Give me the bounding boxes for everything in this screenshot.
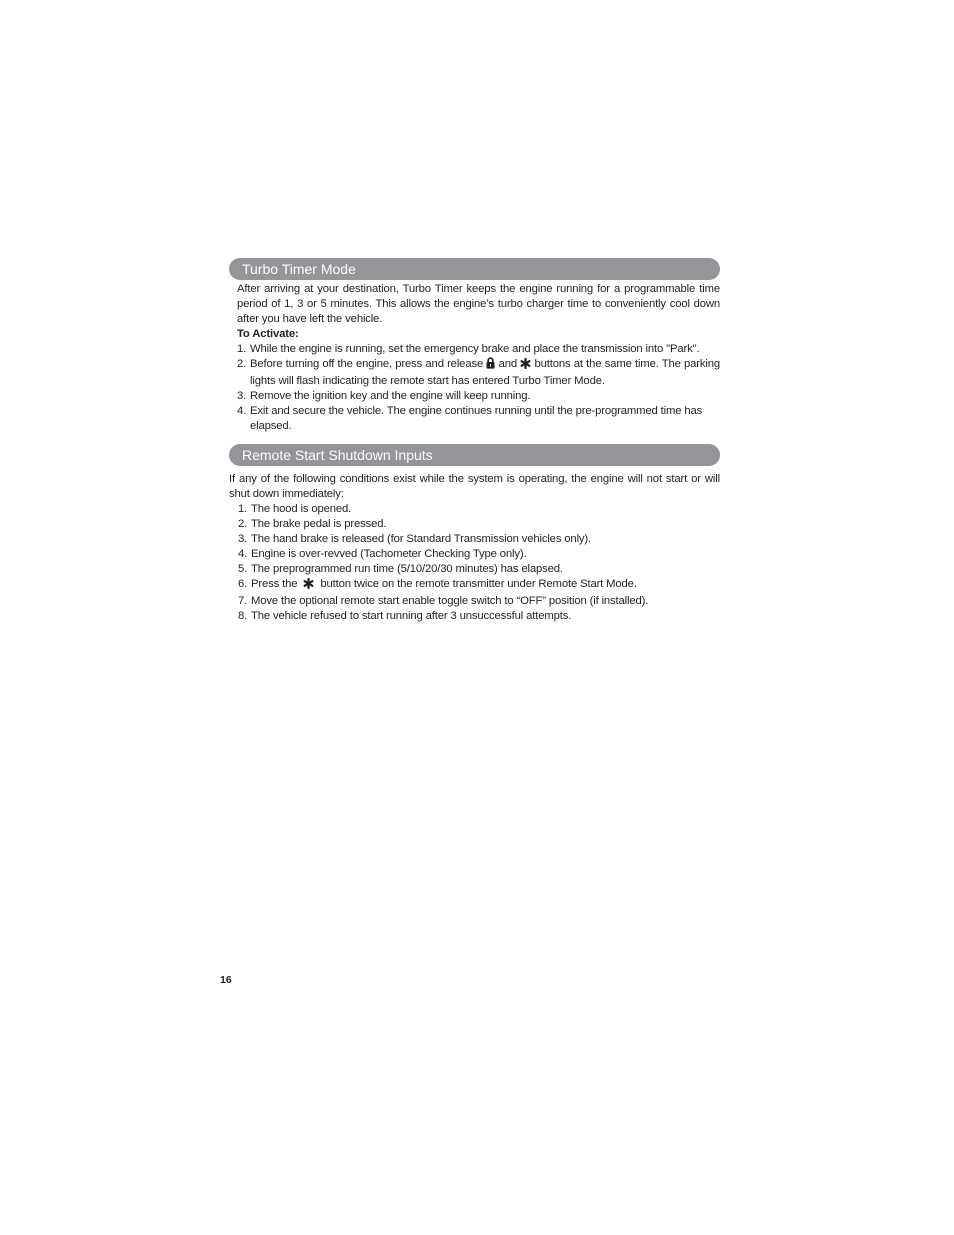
list-item xyxy=(238,502,720,517)
list-item-text: The hood is opened. xyxy=(251,503,352,515)
shutdown-list xyxy=(238,502,720,624)
list-item-number: 7. xyxy=(238,595,248,607)
list-item-number: 8. xyxy=(238,610,248,622)
list-item-text-part: and xyxy=(498,358,518,370)
list-item xyxy=(237,342,720,357)
section-heading-text: Turbo Timer Mode xyxy=(242,261,356,277)
list-item-text: While the engine is running, set the emergency brake and place the transmission into "Park". xyxy=(250,343,700,355)
list-item-number: 5. xyxy=(238,563,248,575)
list-item-text xyxy=(250,357,720,389)
list-item-number: 1. xyxy=(238,503,248,515)
list-item-text xyxy=(251,577,720,594)
list-item xyxy=(238,562,720,577)
list-item-text: Engine is over-revved (Tachometer Checking Type only). xyxy=(251,548,527,560)
list-item xyxy=(238,547,720,562)
list-item-text: Remove the ignition key and the engine will keep running. xyxy=(250,390,531,402)
lock-icon xyxy=(486,357,495,374)
list-item xyxy=(238,532,720,547)
turbo-intro-paragraph: After arriving at your destination, Turbo Timer keeps the engine running for a programmable time period of 1, 3 or 5 minutes. This allows the engine’s turbo charger time to conveniently cool down after you have left the vehicle. xyxy=(237,283,720,325)
list-item-text-part: Press the xyxy=(251,578,298,590)
list-item xyxy=(238,517,720,532)
list-item xyxy=(237,404,720,434)
list-item xyxy=(238,594,720,609)
turbo-timer-content xyxy=(237,282,720,434)
section-heading-turbo-timer-mode xyxy=(229,258,720,280)
list-item-text: The brake pedal is pressed. xyxy=(251,518,387,530)
list-item-text: The hand brake is released (for Standard Transmission vehicles only). xyxy=(251,533,592,545)
list-item xyxy=(238,577,720,594)
shutdown-intro-paragraph: If any of the following conditions exist while the system is operating, the engine will not start or will shut down immediately: xyxy=(229,473,720,500)
section-heading-remote-start-shutdown xyxy=(229,444,720,466)
list-item-number: 4. xyxy=(238,548,248,560)
list-item xyxy=(237,389,720,404)
list-item-text-part: button twice on the remote transmitter under Remote Start Mode. xyxy=(320,578,637,590)
list-item-text: The vehicle refused to start running after 3 unsuccessful attempts. xyxy=(251,610,572,622)
asterisk-icon xyxy=(520,358,531,374)
page-number: 16 xyxy=(220,974,232,986)
asterisk-icon xyxy=(303,578,314,594)
list-item-number: 2. xyxy=(237,358,247,370)
list-item xyxy=(238,609,720,624)
list-item-number: 1. xyxy=(237,343,247,355)
list-item-text: The preprogrammed run time (5/10/20/30 minutes) has elapsed. xyxy=(251,563,563,575)
list-item xyxy=(237,357,720,389)
section-heading-text: Remote Start Shutdown Inputs xyxy=(242,447,433,463)
list-item-number: 3. xyxy=(237,390,247,402)
list-item-text-part: buttons at the same time. The parking lights will flash indicating the remote start has entered Turbo Timer Mode. xyxy=(250,358,721,387)
list-item-number: 3. xyxy=(238,533,248,545)
list-item-number: 4. xyxy=(237,405,247,417)
to-activate-label: To Activate: xyxy=(237,328,299,340)
list-item-text: Move the optional remote start enable toggle switch to “OFF” position (if installed). xyxy=(251,595,649,607)
list-item-number: 2. xyxy=(238,518,248,530)
list-item-text: Exit and secure the vehicle. The engine continues running until the pre-programmed time has elapsed. xyxy=(250,405,703,432)
list-item-number: 6. xyxy=(238,578,248,590)
list-item-text-part: Before turning off the engine, press and release xyxy=(250,358,484,370)
shutdown-intro-block xyxy=(229,472,720,502)
